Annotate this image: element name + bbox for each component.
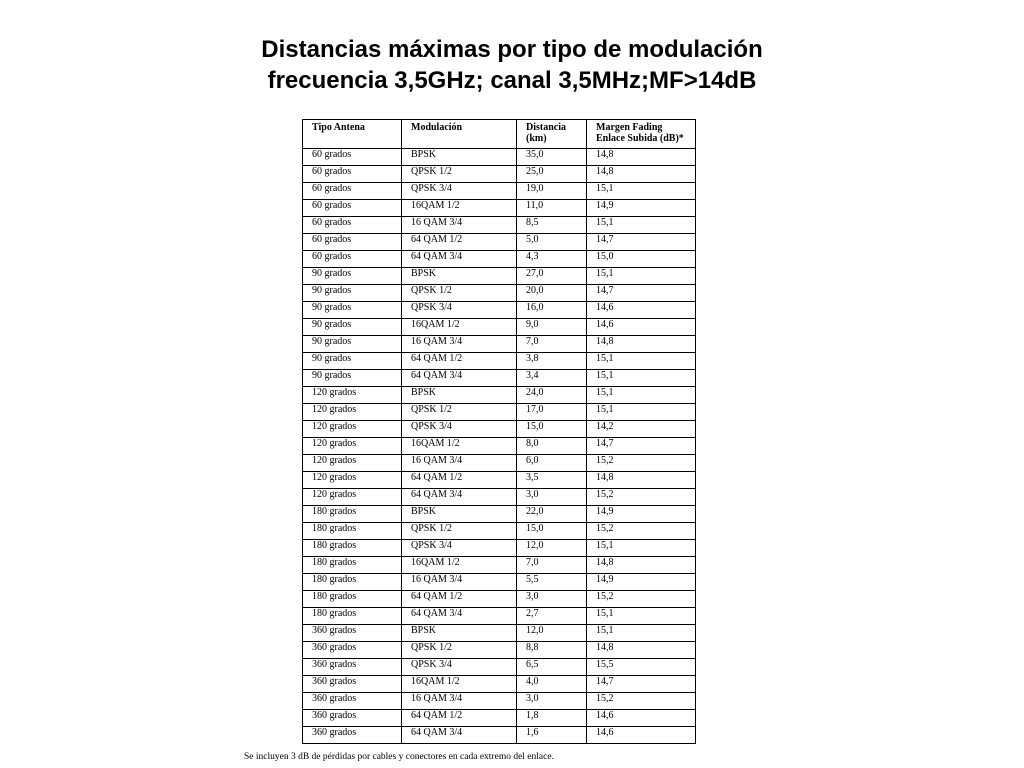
cell-margen-fading: 14,6 <box>587 302 696 319</box>
cell-margen-fading: 15,1 <box>587 608 696 625</box>
cell-tipo-antena: 90 grados <box>303 268 402 285</box>
cell-modulacion: BPSK <box>402 149 517 166</box>
cell-modulacion: 64 QAM 1/2 <box>402 234 517 251</box>
cell-distancia: 12,0 <box>517 540 587 557</box>
cell-margen-fading: 15,1 <box>587 183 696 200</box>
cell-margen-fading: 14,7 <box>587 676 696 693</box>
cell-margen-fading: 14,8 <box>587 642 696 659</box>
table-header-row <box>303 120 696 149</box>
table-row <box>303 710 696 727</box>
cell-margen-fading: 14,9 <box>587 506 696 523</box>
cell-tipo-antena: 360 grados <box>303 642 402 659</box>
cell-distancia: 5,5 <box>517 574 587 591</box>
cell-tipo-antena: 60 grados <box>303 200 402 217</box>
title-line-2: frecuencia 3,5GHz; canal 3,5MHz;MF>14dB <box>267 67 757 94</box>
table-row <box>303 625 696 642</box>
cell-distancia: 3,0 <box>517 591 587 608</box>
cell-modulacion: 64 QAM 1/2 <box>402 710 517 727</box>
cell-margen-fading: 15,1 <box>587 625 696 642</box>
cell-distancia: 12,0 <box>517 625 587 642</box>
cell-tipo-antena: 120 grados <box>303 404 402 421</box>
cell-modulacion: QPSK 3/4 <box>402 540 517 557</box>
cell-distancia: 8,8 <box>517 642 587 659</box>
table-row <box>303 404 696 421</box>
cell-tipo-antena: 60 grados <box>303 166 402 183</box>
cell-margen-fading: 14,6 <box>587 710 696 727</box>
cell-distancia: 22,0 <box>517 506 587 523</box>
cell-margen-fading: 14,7 <box>587 234 696 251</box>
table-row <box>303 234 696 251</box>
cell-distancia: 35,0 <box>517 149 587 166</box>
cell-distancia: 6,5 <box>517 659 587 676</box>
footnote: Se incluyen 3 dB de pérdidas por cables y conectores en cada extremo del enlace. <box>244 752 554 762</box>
cell-distancia: 4,3 <box>517 251 587 268</box>
header-modulacion: Modulación <box>402 120 517 149</box>
table-row <box>303 200 696 217</box>
cell-tipo-antena: 360 grados <box>303 659 402 676</box>
cell-tipo-antena: 90 grados <box>303 370 402 387</box>
cell-modulacion: QPSK 1/2 <box>402 523 517 540</box>
cell-distancia: 4,0 <box>517 676 587 693</box>
cell-margen-fading: 15,1 <box>587 353 696 370</box>
cell-distancia: 7,0 <box>517 557 587 574</box>
table-row <box>303 217 696 234</box>
slide-title <box>0 34 1024 96</box>
table-row <box>303 472 696 489</box>
distances-table <box>302 119 696 744</box>
table-row <box>303 149 696 166</box>
cell-modulacion: BPSK <box>402 625 517 642</box>
cell-modulacion: 16 QAM 3/4 <box>402 217 517 234</box>
cell-tipo-antena: 360 grados <box>303 727 402 744</box>
cell-distancia: 3,4 <box>517 370 587 387</box>
cell-tipo-antena: 180 grados <box>303 591 402 608</box>
cell-tipo-antena: 90 grados <box>303 285 402 302</box>
cell-tipo-antena: 60 grados <box>303 251 402 268</box>
cell-tipo-antena: 60 grados <box>303 217 402 234</box>
cell-modulacion: QPSK 1/2 <box>402 285 517 302</box>
table-row <box>303 489 696 506</box>
cell-tipo-antena: 360 grados <box>303 693 402 710</box>
cell-modulacion: QPSK 3/4 <box>402 659 517 676</box>
title-line-1: Distancias máximas por tipo de modulación <box>261 36 763 63</box>
cell-margen-fading: 15,2 <box>587 523 696 540</box>
table-row <box>303 540 696 557</box>
table-row <box>303 693 696 710</box>
table-row <box>303 268 696 285</box>
cell-margen-fading: 15,1 <box>587 404 696 421</box>
table-row <box>303 166 696 183</box>
cell-distancia: 15,0 <box>517 523 587 540</box>
cell-margen-fading: 15,2 <box>587 591 696 608</box>
cell-margen-fading: 14,8 <box>587 149 696 166</box>
cell-distancia: 27,0 <box>517 268 587 285</box>
cell-tipo-antena: 180 grados <box>303 506 402 523</box>
cell-margen-fading: 15,1 <box>587 540 696 557</box>
cell-modulacion: 64 QAM 3/4 <box>402 608 517 625</box>
cell-tipo-antena: 360 grados <box>303 625 402 642</box>
cell-tipo-antena: 120 grados <box>303 438 402 455</box>
cell-modulacion: QPSK 3/4 <box>402 183 517 200</box>
table-row <box>303 251 696 268</box>
cell-modulacion: 16QAM 1/2 <box>402 438 517 455</box>
cell-modulacion: 16QAM 1/2 <box>402 200 517 217</box>
cell-modulacion: BPSK <box>402 506 517 523</box>
cell-modulacion: QPSK 3/4 <box>402 302 517 319</box>
cell-distancia: 19,0 <box>517 183 587 200</box>
cell-modulacion: QPSK 3/4 <box>402 421 517 438</box>
cell-margen-fading: 14,8 <box>587 336 696 353</box>
table-row <box>303 438 696 455</box>
table-row <box>303 523 696 540</box>
cell-modulacion: 16 QAM 3/4 <box>402 336 517 353</box>
cell-distancia: 3,8 <box>517 353 587 370</box>
cell-distancia: 3,0 <box>517 489 587 506</box>
cell-margen-fading: 15,2 <box>587 455 696 472</box>
cell-distancia: 6,0 <box>517 455 587 472</box>
cell-distancia: 5,0 <box>517 234 587 251</box>
cell-modulacion: 16QAM 1/2 <box>402 319 517 336</box>
cell-tipo-antena: 180 grados <box>303 574 402 591</box>
table-row <box>303 608 696 625</box>
table-row <box>303 557 696 574</box>
cell-margen-fading: 14,7 <box>587 438 696 455</box>
cell-distancia: 1,8 <box>517 710 587 727</box>
cell-distancia: 25,0 <box>517 166 587 183</box>
cell-distancia: 7,0 <box>517 336 587 353</box>
cell-tipo-antena: 90 grados <box>303 319 402 336</box>
table-row <box>303 387 696 404</box>
cell-modulacion: BPSK <box>402 387 517 404</box>
cell-modulacion: 64 QAM 3/4 <box>402 489 517 506</box>
cell-tipo-antena: 60 grados <box>303 183 402 200</box>
cell-distancia: 8,5 <box>517 217 587 234</box>
cell-modulacion: 64 QAM 1/2 <box>402 472 517 489</box>
cell-tipo-antena: 120 grados <box>303 472 402 489</box>
cell-distancia: 20,0 <box>517 285 587 302</box>
cell-tipo-antena: 60 grados <box>303 234 402 251</box>
cell-modulacion: 16 QAM 3/4 <box>402 455 517 472</box>
cell-margen-fading: 14,9 <box>587 200 696 217</box>
cell-margen-fading: 15,2 <box>587 489 696 506</box>
cell-margen-fading: 15,5 <box>587 659 696 676</box>
header-tipo-antena: Tipo Antena <box>303 120 402 149</box>
table-body <box>303 149 696 744</box>
table-row <box>303 319 696 336</box>
cell-modulacion: 64 QAM 3/4 <box>402 251 517 268</box>
cell-tipo-antena: 120 grados <box>303 455 402 472</box>
cell-distancia: 3,5 <box>517 472 587 489</box>
cell-margen-fading: 14,8 <box>587 557 696 574</box>
table-row <box>303 574 696 591</box>
cell-margen-fading: 14,2 <box>587 421 696 438</box>
cell-modulacion: 16QAM 1/2 <box>402 676 517 693</box>
cell-tipo-antena: 180 grados <box>303 540 402 557</box>
cell-margen-fading: 15,1 <box>587 370 696 387</box>
table-row <box>303 421 696 438</box>
cell-distancia: 9,0 <box>517 319 587 336</box>
cell-modulacion: 16 QAM 3/4 <box>402 574 517 591</box>
header-margen-fading: Margen Fading Enlace Subida (dB)* <box>587 120 696 149</box>
cell-margen-fading: 14,8 <box>587 472 696 489</box>
cell-tipo-antena: 90 grados <box>303 302 402 319</box>
table-row <box>303 302 696 319</box>
cell-modulacion: QPSK 1/2 <box>402 166 517 183</box>
cell-margen-fading: 14,6 <box>587 319 696 336</box>
cell-margen-fading: 15,0 <box>587 251 696 268</box>
cell-distancia: 11,0 <box>517 200 587 217</box>
table-row <box>303 659 696 676</box>
table-row <box>303 370 696 387</box>
header-distancia: Distancia (km) <box>517 120 587 149</box>
cell-distancia: 24,0 <box>517 387 587 404</box>
table-row <box>303 591 696 608</box>
table-row <box>303 455 696 472</box>
cell-modulacion: 64 QAM 1/2 <box>402 591 517 608</box>
table-row <box>303 183 696 200</box>
cell-modulacion: 64 QAM 3/4 <box>402 370 517 387</box>
cell-tipo-antena: 90 grados <box>303 353 402 370</box>
cell-tipo-antena: 120 grados <box>303 387 402 404</box>
cell-distancia: 16,0 <box>517 302 587 319</box>
cell-margen-fading: 15,2 <box>587 693 696 710</box>
cell-modulacion: BPSK <box>402 268 517 285</box>
cell-tipo-antena: 120 grados <box>303 489 402 506</box>
cell-modulacion: 16QAM 1/2 <box>402 557 517 574</box>
cell-modulacion: 64 QAM 1/2 <box>402 353 517 370</box>
table-row <box>303 336 696 353</box>
table-row <box>303 506 696 523</box>
table-row <box>303 642 696 659</box>
cell-margen-fading: 14,9 <box>587 574 696 591</box>
cell-modulacion: QPSK 1/2 <box>402 642 517 659</box>
cell-modulacion: 64 QAM 3/4 <box>402 727 517 744</box>
cell-modulacion: QPSK 1/2 <box>402 404 517 421</box>
table-row <box>303 676 696 693</box>
cell-tipo-antena: 360 grados <box>303 710 402 727</box>
cell-margen-fading: 15,1 <box>587 268 696 285</box>
cell-margen-fading: 14,8 <box>587 166 696 183</box>
table-row <box>303 285 696 302</box>
cell-modulacion: 16 QAM 3/4 <box>402 693 517 710</box>
cell-tipo-antena: 180 grados <box>303 608 402 625</box>
cell-tipo-antena: 120 grados <box>303 421 402 438</box>
cell-margen-fading: 14,6 <box>587 727 696 744</box>
table-row <box>303 353 696 370</box>
cell-margen-fading: 15,1 <box>587 387 696 404</box>
cell-distancia: 3,0 <box>517 693 587 710</box>
cell-margen-fading: 14,7 <box>587 285 696 302</box>
cell-tipo-antena: 90 grados <box>303 336 402 353</box>
cell-distancia: 15,0 <box>517 421 587 438</box>
cell-margen-fading: 15,1 <box>587 217 696 234</box>
table-row <box>303 727 696 744</box>
cell-distancia: 8,0 <box>517 438 587 455</box>
cell-tipo-antena: 180 grados <box>303 557 402 574</box>
cell-tipo-antena: 60 grados <box>303 149 402 166</box>
cell-tipo-antena: 180 grados <box>303 523 402 540</box>
cell-distancia: 1,6 <box>517 727 587 744</box>
cell-tipo-antena: 360 grados <box>303 676 402 693</box>
cell-distancia: 2,7 <box>517 608 587 625</box>
cell-distancia: 17,0 <box>517 404 587 421</box>
